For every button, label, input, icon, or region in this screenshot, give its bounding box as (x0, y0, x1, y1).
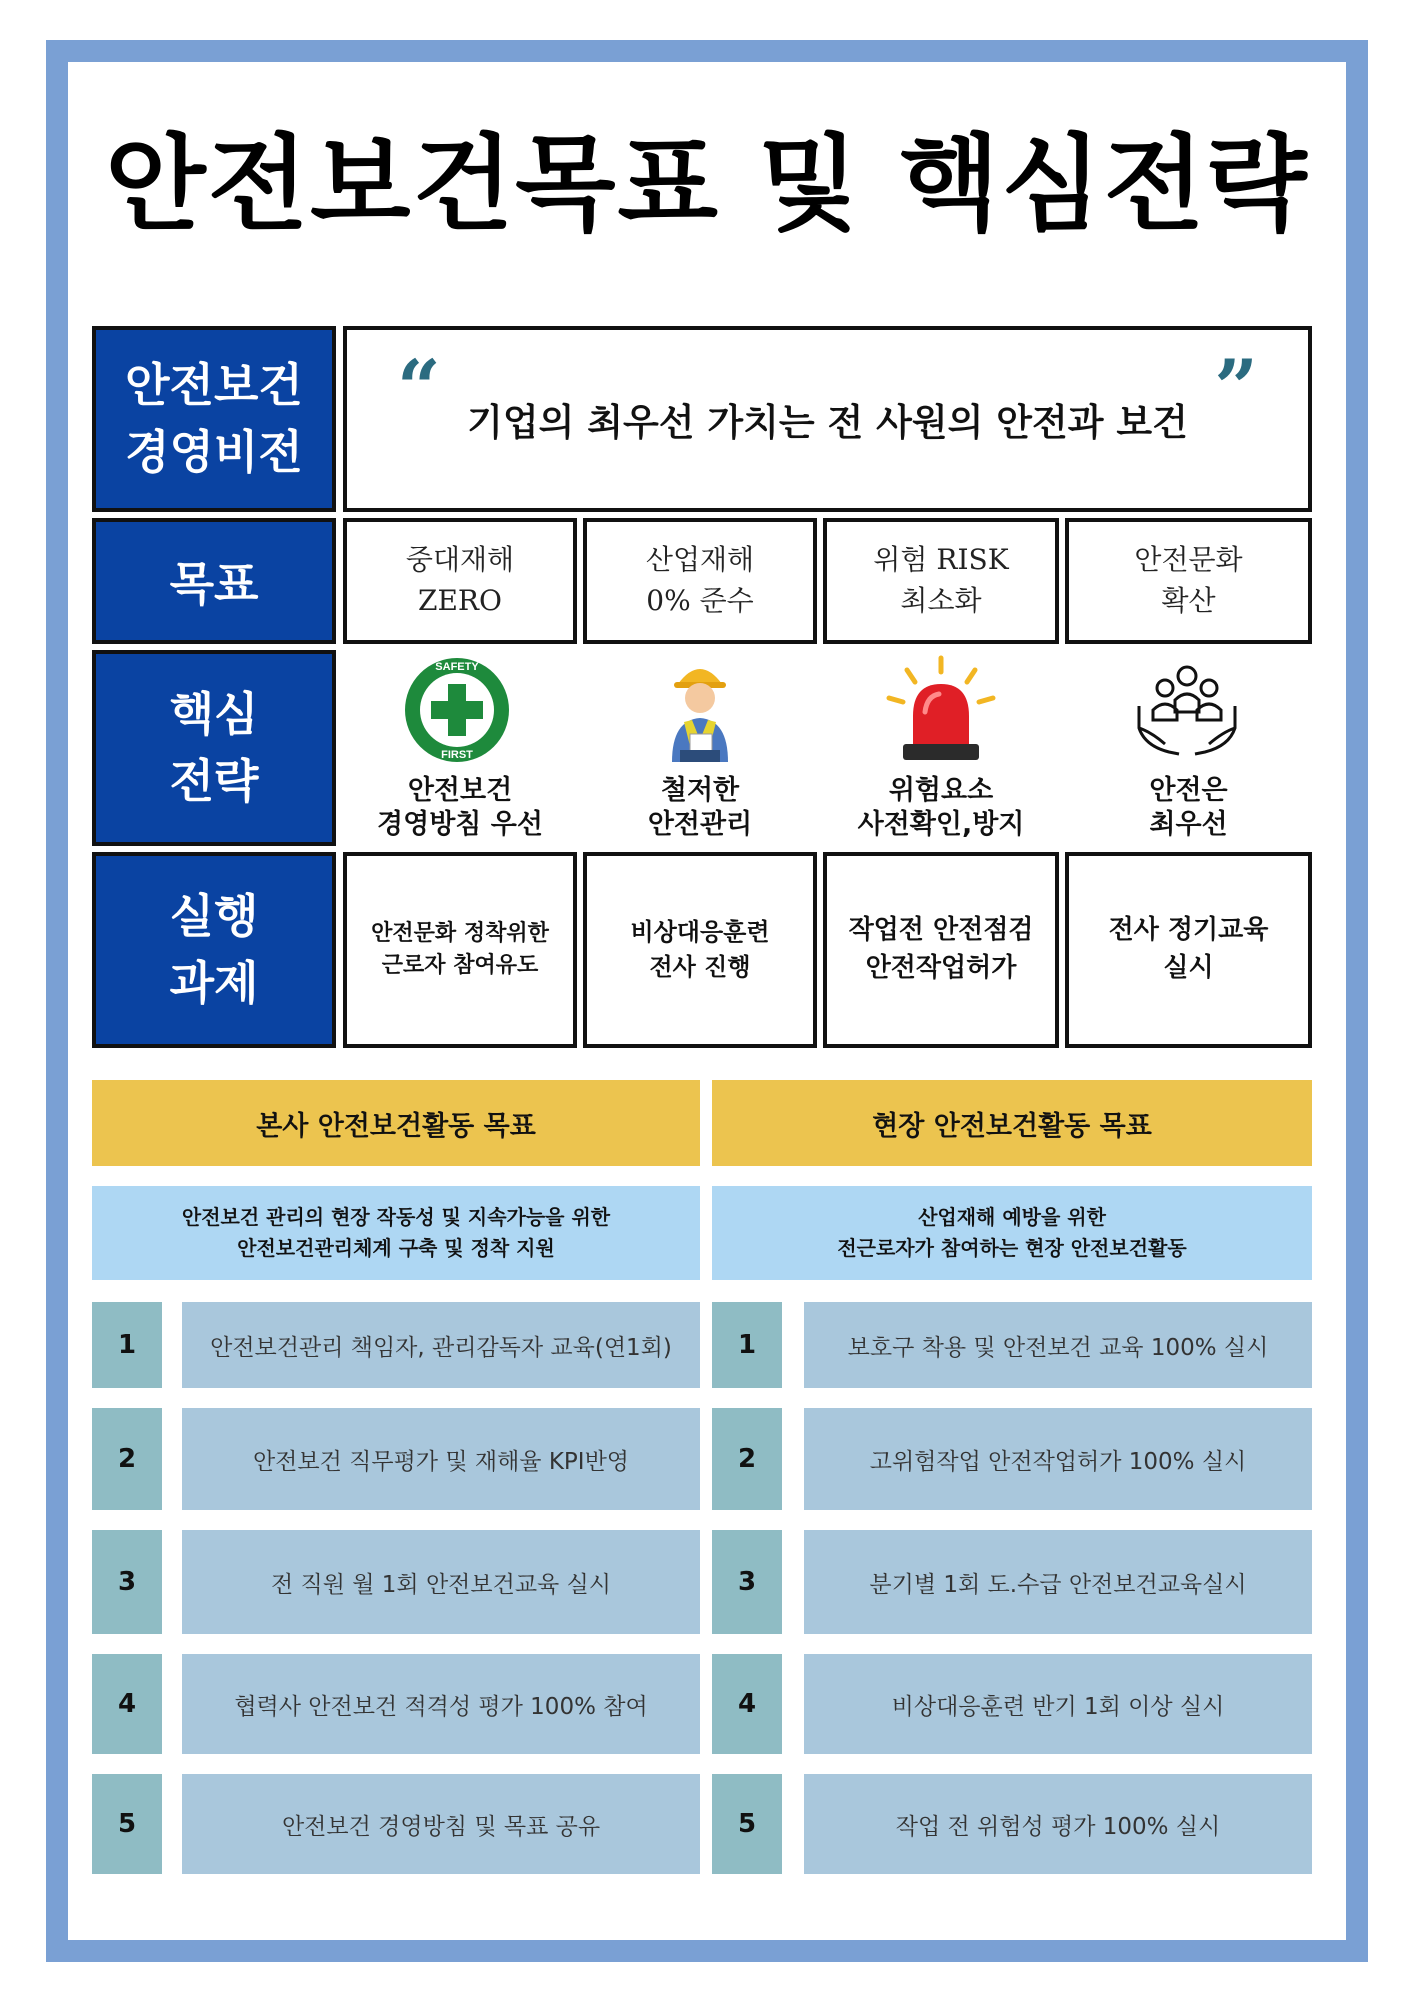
hq-item-number: 2 (92, 1408, 162, 1510)
strategy-label: 핵심 전략 (92, 650, 336, 846)
task-box: 전사 정기교육 실시 (1065, 852, 1312, 1048)
goal-box: 중대재해 ZERO (343, 518, 577, 644)
task-box: 안전문화 정착위한 근로자 참여유도 (343, 852, 577, 1048)
strategy-item-label: 안전보건 경영방침 우선 (377, 775, 543, 840)
site-item-number: 4 (712, 1654, 782, 1754)
page-title: 안전보건목표 및 핵심전략 (105, 123, 1309, 245)
badge-bottom-text: FIRST (441, 749, 473, 761)
site-item-number: 5 (712, 1774, 782, 1874)
hq-item-text: 전 직원 월 1회 안전보건교육 실시 (182, 1530, 700, 1634)
task-box: 작업전 안전점검 안전작업허가 (823, 852, 1059, 1048)
goal-box: 안전문화 확산 (1065, 518, 1312, 644)
hq-item-number: 1 (92, 1302, 162, 1388)
site-item-number: 1 (712, 1302, 782, 1388)
site-item-text: 고위험작업 안전작업허가 100% 실시 (804, 1408, 1312, 1510)
hq-header: 본사 안전보건활동 목표 (92, 1080, 700, 1166)
safety-worker-icon (650, 654, 750, 766)
strategy-item (823, 650, 1059, 846)
vision-statement: 기업의 최우선 가치는 전 사원의 안전과 보건 (467, 401, 1188, 444)
strategy-item-label: 안전은 최우선 (1149, 775, 1228, 840)
site-item-text: 분기별 1회 도.수급 안전보건교육실시 (804, 1530, 1312, 1634)
warning-siren-icon (881, 654, 1001, 766)
strategy-item (1065, 650, 1312, 846)
safety-first-badge-icon (401, 654, 513, 766)
site-item-text: 비상대응훈련 반기 1회 이상 실시 (804, 1654, 1312, 1754)
task-box: 비상대응훈련 전사 진행 (583, 852, 817, 1048)
hq-item-number: 5 (92, 1774, 162, 1874)
strategy-item-label: 위험요소 사전확인,방지 (857, 775, 1025, 840)
site-item-text: 작업 전 위험성 평가 100% 실시 (804, 1774, 1312, 1874)
site-subheader: 산업재해 예방을 위한 전근로자가 참여하는 현장 안전보건활동 (712, 1186, 1312, 1280)
hq-item-number: 4 (92, 1654, 162, 1754)
goal-box: 산업재해 0% 준수 (583, 518, 817, 644)
vision-label: 안전보건 경영비전 (92, 326, 336, 512)
open-quote-icon: “ (397, 343, 441, 432)
close-quote-icon: ” (1214, 343, 1258, 432)
people-in-hands-icon (1131, 654, 1243, 766)
hq-subheader: 안전보건 관리의 현장 작동성 및 지속가능을 위한 안전보건관리체계 구축 및 정착 지원 (92, 1186, 700, 1280)
site-item-number: 3 (712, 1530, 782, 1634)
site-item-text: 보호구 착용 및 안전보건 교육 100% 실시 (804, 1302, 1312, 1388)
site-header: 현장 안전보건활동 목표 (712, 1080, 1312, 1166)
hq-item-text: 안전보건관리 책임자, 관리감독자 교육(연1회) (182, 1302, 700, 1388)
goal-box: 위험 RISK 최소화 (823, 518, 1059, 644)
hq-item-text: 안전보건 직무평가 및 재해율 KPI반영 (182, 1408, 700, 1510)
strategy-item-label: 철저한 안전관리 (647, 775, 753, 840)
strategy-item (583, 650, 817, 846)
goals-label: 목표 (92, 518, 336, 644)
strategy-item (343, 650, 577, 846)
hq-item-number: 3 (92, 1530, 162, 1634)
vision-box (343, 326, 1312, 512)
hq-item-text: 안전보건 경영방침 및 목표 공유 (182, 1774, 700, 1874)
tasks-label: 실행 과제 (92, 852, 336, 1048)
hq-item-text: 협력사 안전보건 적격성 평가 100% 참여 (182, 1654, 700, 1754)
badge-top-text: SAFETY (435, 661, 479, 673)
site-item-number: 2 (712, 1408, 782, 1510)
